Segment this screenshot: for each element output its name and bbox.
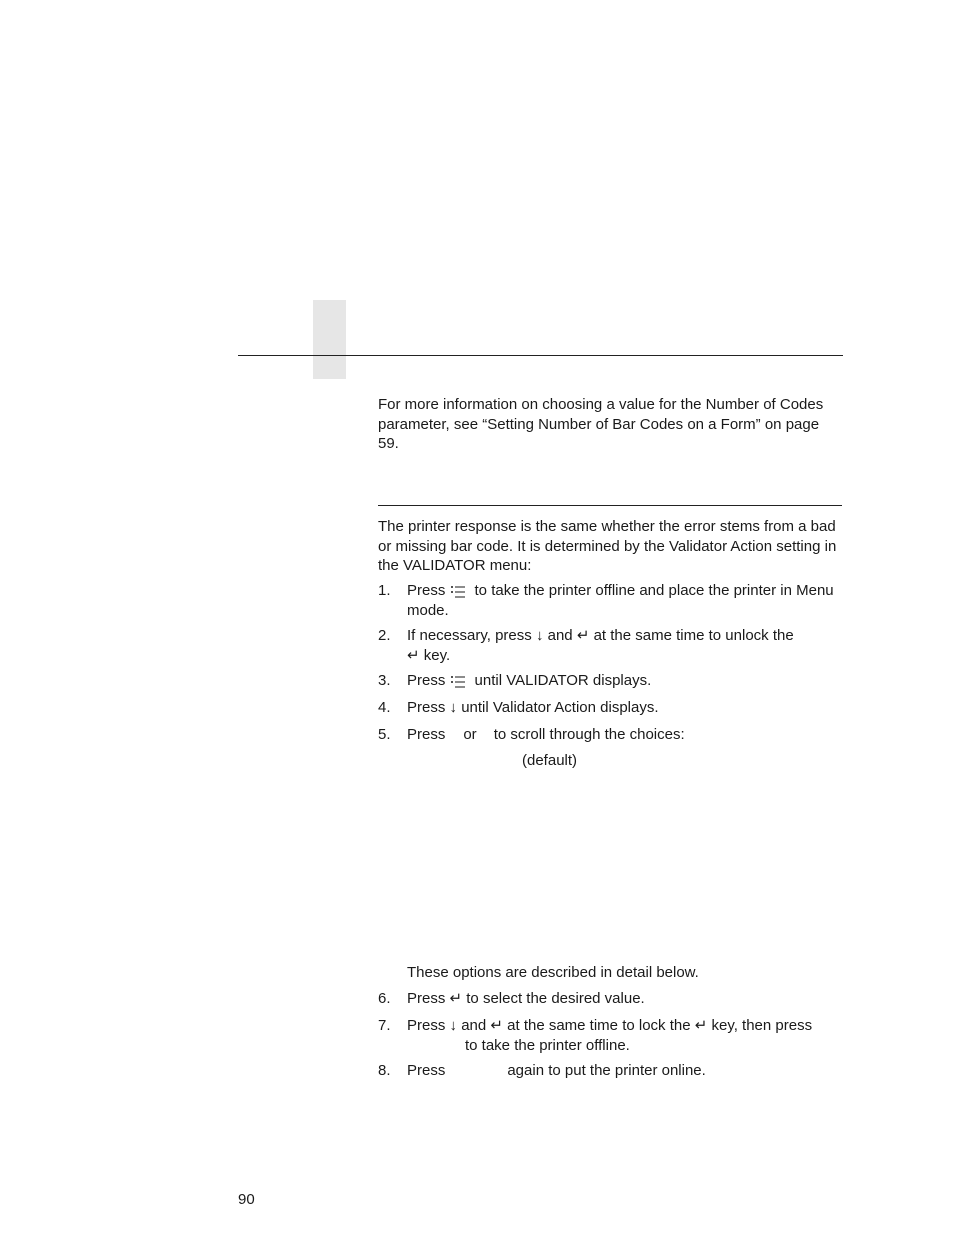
step-text: Press ↓ until Validator Action displays.	[407, 699, 659, 716]
enter-key-icon: ↵	[407, 646, 420, 664]
intro-paragraph: For more information on choosing a value for the Number of Codes parameter, see “Setting Number of Bar Codes on a Form” on page 59.	[378, 396, 824, 452]
step-text: Press to take the printer offline and place the printer in Menu mode.	[407, 582, 834, 619]
step-number: 6.	[378, 990, 391, 1007]
step-text: Press ↓ and ↵ at the same time to lock the ↵ key, then press to take the printer offline.	[407, 1017, 813, 1054]
step-text: Press or to scroll through the choices:	[407, 726, 685, 743]
step-text: Press until VALIDATOR displays.	[407, 672, 652, 689]
enter-key-icon: ↵	[576, 627, 590, 644]
down-arrow-icon: ↓	[449, 699, 458, 716]
down-arrow-icon: ↓	[449, 1017, 458, 1034]
step-text: Press again to put the printer online.	[407, 1062, 706, 1079]
default-label: (default)	[522, 752, 578, 769]
step-number: 4.	[378, 699, 391, 716]
menu-key-icon	[450, 584, 466, 598]
enter-key-icon: ↵	[694, 1017, 708, 1034]
page-number: 90	[238, 1191, 255, 1208]
step-number: 1.	[378, 582, 391, 599]
heading-rule	[238, 355, 843, 356]
section-rule	[378, 505, 842, 506]
enter-key-icon: ↵	[449, 990, 463, 1007]
down-arrow-icon: ↓	[535, 627, 544, 644]
step-text: If necessary, press ↓ and ↵ at the same time to unlock the ↵ key.	[407, 627, 794, 664]
step-text: Press ↵ to select the desired value.	[407, 990, 645, 1007]
step-number: 7.	[378, 1017, 391, 1034]
step-number: 5.	[378, 726, 391, 743]
enter-key-icon: ↵	[490, 1017, 503, 1034]
options-note: These options are described in detail below.	[407, 964, 699, 981]
section-paragraph: The printer response is the same whether the error stems from a bad or missing bar code. It is determined by the Validator Action setting in the VALIDATOR menu:	[378, 518, 837, 574]
menu-key-icon	[450, 674, 466, 688]
step-number: 8.	[378, 1062, 391, 1079]
chapter-tab-block	[313, 300, 346, 379]
step-number: 2.	[378, 627, 391, 644]
step-number: 3.	[378, 672, 391, 689]
